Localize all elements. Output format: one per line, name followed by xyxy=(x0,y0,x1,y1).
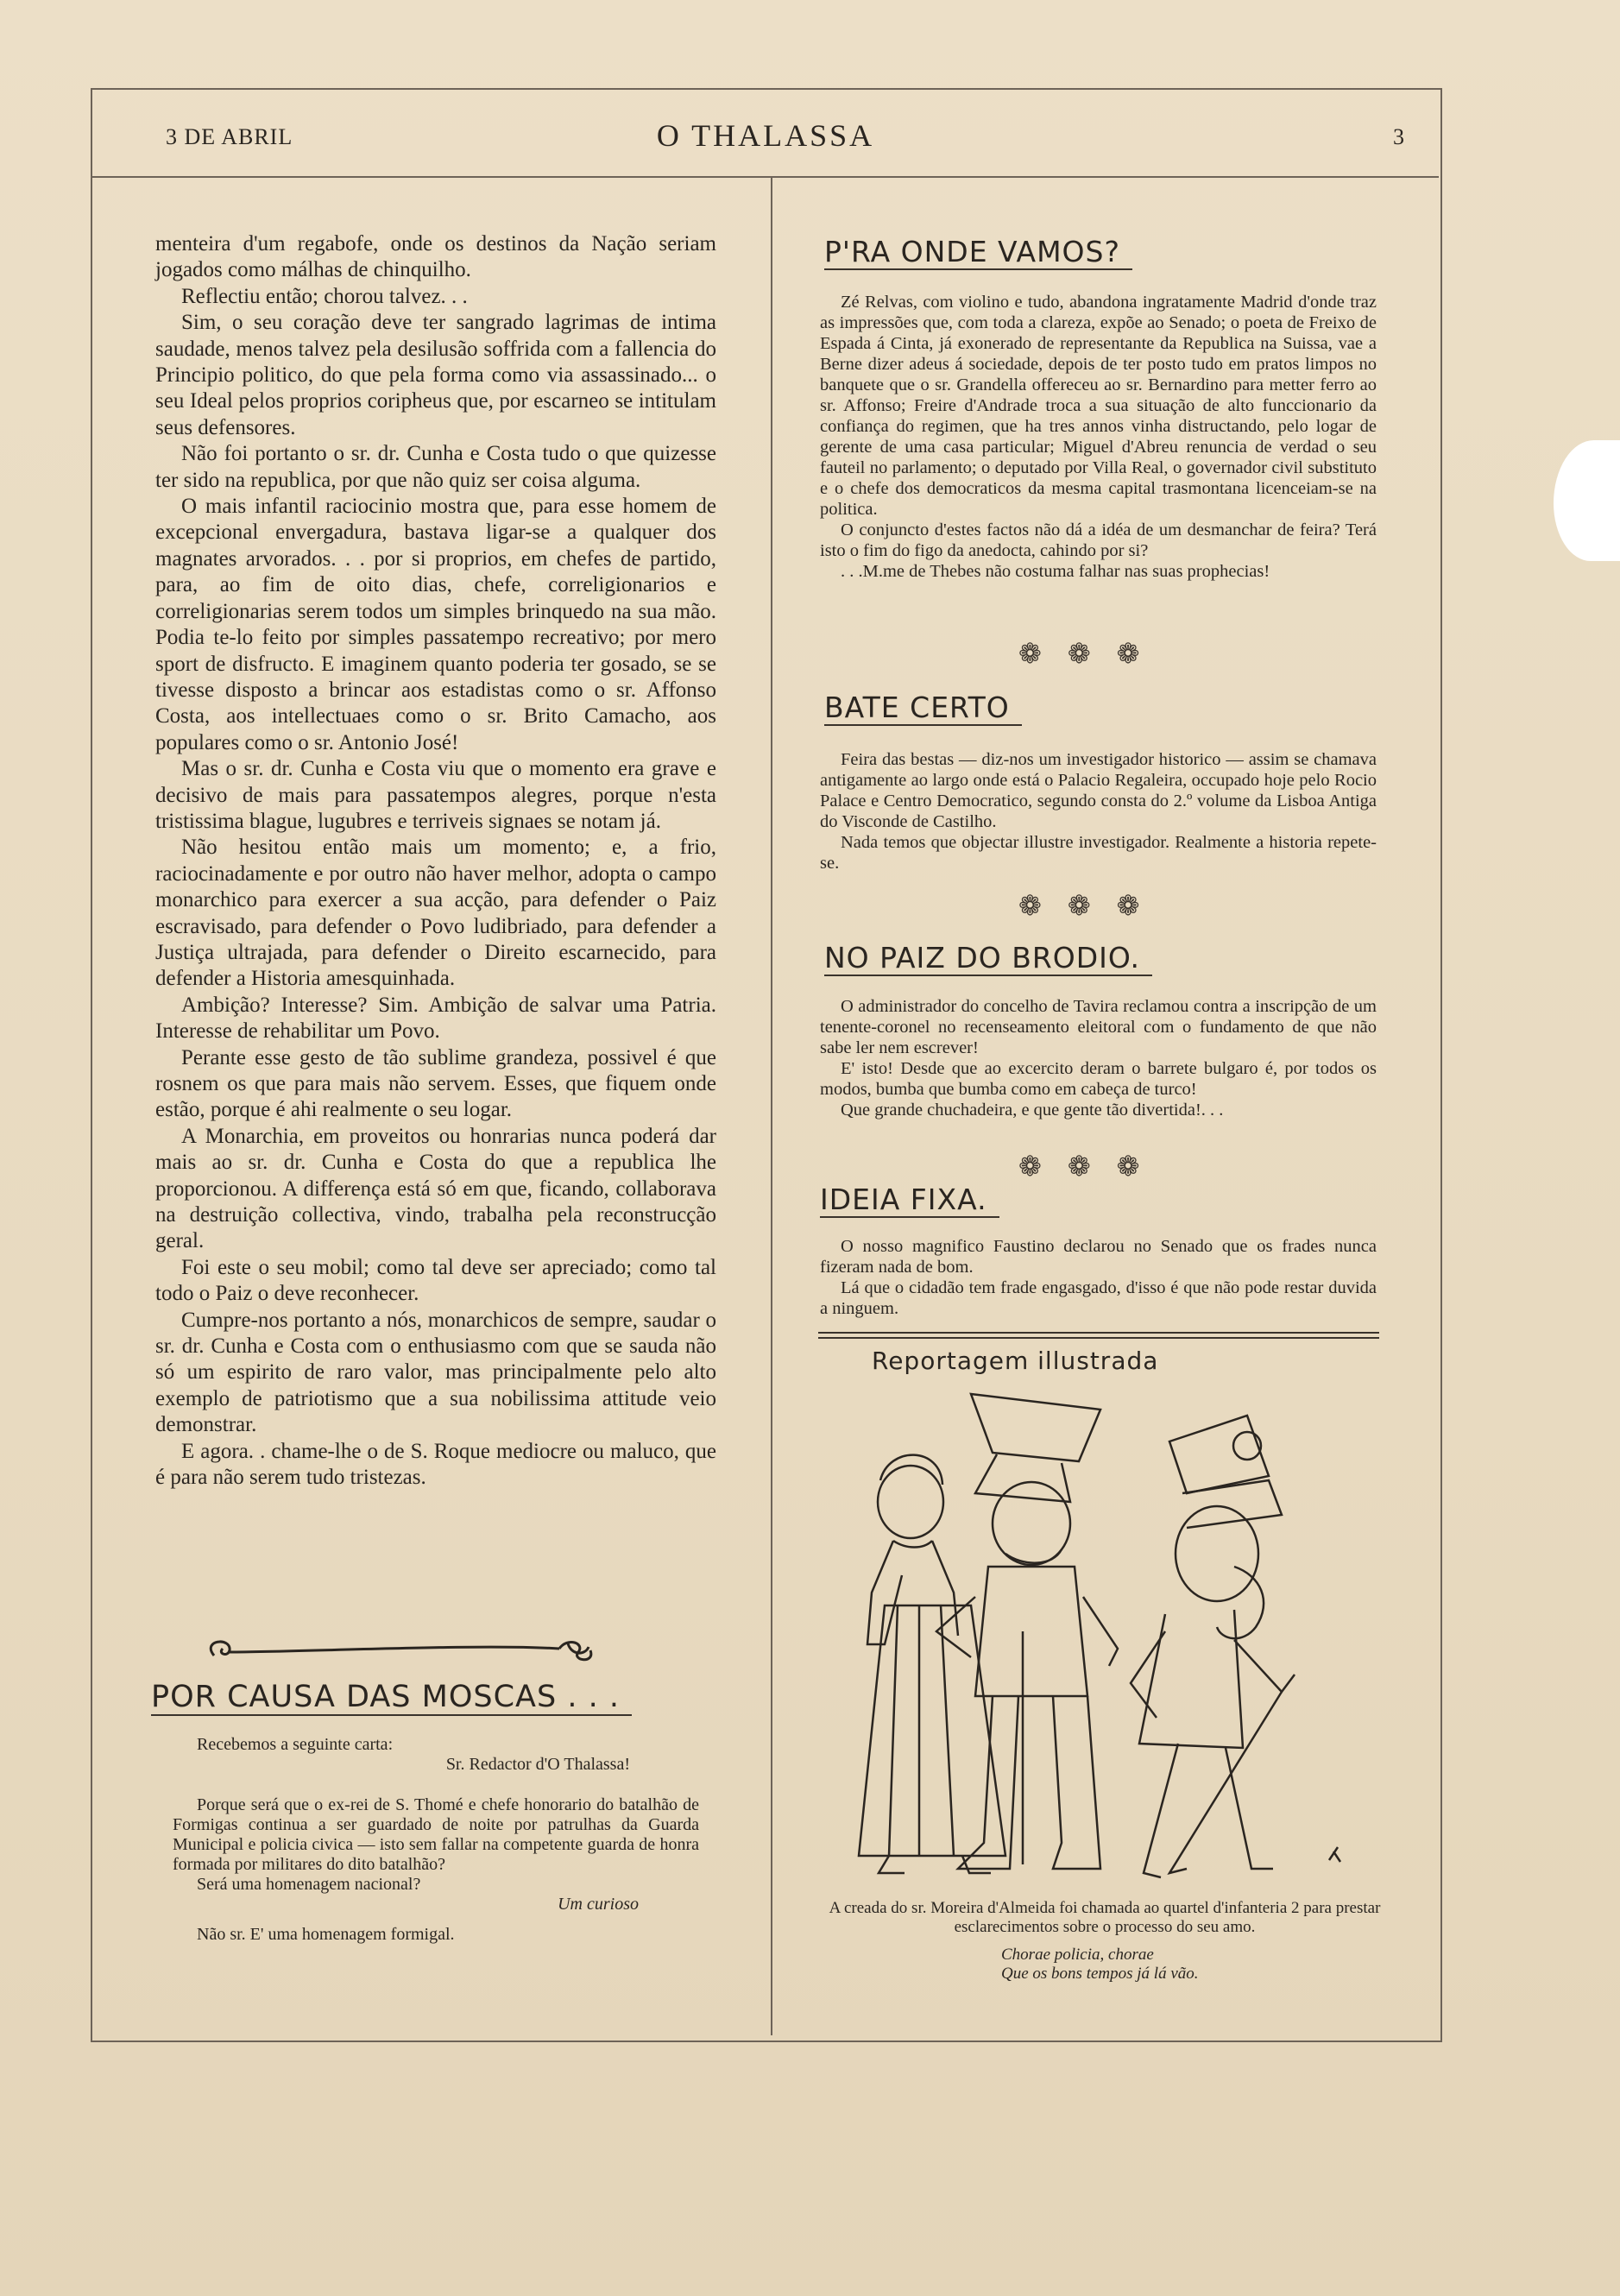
flower-ornament-icon: ❁❁❁ xyxy=(1018,638,1166,669)
article-paragraph: E agora. . chame-lhe o de S. Roque mediocre ou maluco, que é para não serem tudo tristezas. xyxy=(155,1439,716,1490)
illustration-caption: A creada do sr. Moreira d'Almeida foi chamada ao quartel d'infanteria 2 para prestar esclarecimentos sobre o processo do seu amo. xyxy=(829,1899,1381,1936)
main-article xyxy=(155,231,716,1492)
bate-paragraph: Feira das bestas — diz-nos um investigador historico — assim se chamava antigamente ao largo onde está o Palacio Regaleira, occupado hoje pelo Rocio Palace e Centro Democratico, segundo consta do 2.º volume da Lisboa Antiga do Visconde de Castilho. xyxy=(820,750,1377,831)
article-paragraph: Sim, o seu coração deve ter sangrado lagrimas de intima saudade, menos talvez pela desilusão soffrida com a fallencia do Principio politico, do que pela forma como via assassinado... o seu Ideal pelos proprios coripheus que, por escarneo se intitulam seus defensores. xyxy=(155,311,716,439)
reportagem-title: Reportagem illustrada xyxy=(872,1347,1159,1375)
verse-line: Que os bons tempos já lá vão. xyxy=(1001,1965,1199,1983)
article-paragraph: Foi este o seu mobil; como tal deve ser apreciado; como tal todo o Paiz o deve reconhecer. xyxy=(155,1255,716,1306)
article-paragraph: Cumpre-nos portanto a nós, monarchicos de sempre, saudar o sr. dr. Cunha e Costa com o enthusiasmo com que se sauda não só um espirito de raro valor, mas principalmente pelo alto exemplo de patriotismo que a sua nobilissima attitude veio demonstrar. xyxy=(155,1308,716,1437)
ideia-paragraph: O nosso magnifico Faustino declarou no Senado que os frades nunca fizeram nada de bom. xyxy=(820,1237,1377,1277)
vamos-section xyxy=(820,292,1377,582)
ideia-section-title: IDEIA FIXA. xyxy=(820,1183,999,1218)
article-paragraph: Reflectiu então; chorou talvez. . . xyxy=(181,284,468,308)
brodio-paragraph: O administrador do concelho de Tavira reclamou contra a inscripção de um tenente-coronel no recenseamento eleitoral com o fundamento de que não sabe ler nem escrever! xyxy=(820,997,1377,1057)
moscas-section-title: POR CAUSA DAS MOSCAS . . . xyxy=(151,1680,632,1716)
article-paragraph: menteira d'um regabofe, onde os destinos da Nação seriam jogados como málhas de chinquilho. xyxy=(155,232,716,282)
vamos-paragraph: . . .M.me de Thebes não costuma falhar nas suas prophecias! xyxy=(841,562,1270,581)
brodio-section-title: NO PAIZ DO BRODIO. xyxy=(824,941,1152,976)
article-paragraph: A Monarchia, em proveitos ou honrarias nunca poderá dar mais ao sr. dr. Cunha e Costa do que a republica lhe proporcionou. A differença está só em que, ficando, collaborava na destruição collectiva, vindo, trabalha pela reconstrucção geral. xyxy=(155,1124,716,1253)
bate-section xyxy=(820,749,1377,874)
letter-intro: Recebemos a seguinte carta: xyxy=(197,1735,394,1754)
newspaper-title: O THALASSA xyxy=(656,118,875,153)
flower-ornament-icon: ❁❁❁ xyxy=(1018,890,1166,921)
article-paragraph: Ambição? Interesse? Sim. Ambição de salvar uma Patria. Interesse de rehabilitar um Povo. xyxy=(155,993,716,1044)
article-paragraph: Mas o sr. dr. Cunha e Costa viu que o momento era grave e decisivo de mais para passatempos alegres, porque n'esta tristissima blague, lugubres e terriveis signaes se notam já. xyxy=(155,757,716,833)
brodio-paragraph: E' isto! Desde que ao excercito deram o barrete bulgaro é, por todos os modos, bumba que bumba como em cabeça de turco! xyxy=(820,1059,1377,1099)
verse-line: Chorae policia, chorae xyxy=(1001,1946,1154,1964)
ideia-paragraph: Lá que o cidadão tem frade engasgado, d'isso é que não pode restar duvida a ninguem. xyxy=(820,1278,1377,1318)
brodio-section xyxy=(820,996,1377,1120)
caption-verse xyxy=(1001,1946,1199,1984)
editor-reply: Não sr. E' uma homenagem formigal. xyxy=(197,1925,455,1944)
flower-ornament-icon: ❁❁❁ xyxy=(1018,1151,1166,1182)
double-rule-divider xyxy=(818,1332,1379,1339)
caricature-illustration xyxy=(811,1381,1381,1890)
page-number: 3 xyxy=(1393,124,1404,149)
bate-paragraph: Nada temos que objectar illustre investigador. Realmente a historia repete-se. xyxy=(820,833,1377,873)
moscas-section xyxy=(173,1735,699,1945)
article-paragraph: O mais infantil raciocinio mostra que, para esse homem de excepcional envergadura, bastava ligar-se a qualquer dos magnates arvorados. . . por si proprios, em chefes de partido, para, ao fim de oito dias, chefe, correligionarios e correligionarias serem todos um simples brinquedo na sua mão. Podia te-lo feito por simples passatempo recreativo; por mero sport de disfructo. E imaginem quanto poderia ter gosado, se se tivesse disposto a brincar aos estadistas como o sr. Affonso Costa, aos intellectuaes como o sr. Brito Camacho, aos populares como o sr. Antonio José! xyxy=(155,495,716,754)
vamos-section-title: P'RA ONDE VAMOS? xyxy=(824,235,1132,270)
ideia-section xyxy=(820,1236,1377,1319)
letter-question: Será uma homenagem nacional? xyxy=(197,1875,421,1894)
article-paragraph: Não hesitou então mais um momento; e, a frio, raciocinadamente e por outro não haver melhor, adopta o campo monarchico para exercer a sua acção, para defender o Paiz escravisado, para defender o Povo ludibriado, para defender a Justiça ultrajada, para defender o Direito escarnecido, para defender a Historia amesquinhada. xyxy=(155,836,716,991)
article-paragraph: Não foi portanto o sr. dr. Cunha e Costa tudo o que quizesse ter sido na republica, por que não quiz ser coisa alguma. xyxy=(155,442,716,492)
page-header xyxy=(92,90,1439,178)
vamos-paragraph: O conjuncto d'estes factos não dá a idéa de um desmanchar de feira? Terá isto o fim do figo da anedocta, cahindo por si? xyxy=(820,520,1377,560)
column-divider xyxy=(771,178,772,2035)
decorative-flourish-icon xyxy=(197,1631,602,1668)
vamos-paragraph: Zé Relvas, com violino e tudo, abandona ingratamente Madrid d'onde traz as impressões que, com toda a clareza, expõe ao Senado; o poeta de Freixo de Espada á Cinta, já exonerado de representante da Republica na Suissa, vae a Berne dizer adeus á sociedade, depois de ter posto tudo em pratos limpos no banquete que o sr. Grandella offereceu ao sr. Bernardino para metter ferro ao sr. Affonso; Freire d'Andrade troca a sua situação de alto funccionario da confiança do regimen, que ha tres annos vinha distructando, pelo logar de gerente de uma casa particular; Miguel d'Abreu renuncia de verdad o seu fauteil no parlamento; o deputado por Villa Real, o governador civil substituto e o chefe dos democraticos da mesma capital trasmontana licenceiam-se na politica. xyxy=(820,293,1377,519)
brodio-paragraph: Que grande chuchadeira, e que gente tão divertida!. . . xyxy=(841,1101,1224,1120)
bate-section-title: BATE CERTO xyxy=(824,691,1022,726)
letter-body: Porque será que o ex-rei de S. Thomé e chefe honorario do batalhão de Formigas continua a ser guardado de noite por patrulhas da Guarda Municipal e policia civica — isto sem fallar na competente guarda de honra formada por militares do dito batalhão? xyxy=(173,1795,699,1874)
article-paragraph: Perante esse gesto de tão sublime grandeza, possivel é que rosnem os que para mais não servem. Esses, que fiquem onde estão, porque é ahi realmente o seu logar. xyxy=(155,1045,716,1122)
letter-addressee: Sr. Redactor d'O Thalassa! xyxy=(445,1755,630,1774)
letter-signature: Um curioso xyxy=(558,1895,639,1914)
header-date: 3 DE ABRIL xyxy=(166,124,293,149)
